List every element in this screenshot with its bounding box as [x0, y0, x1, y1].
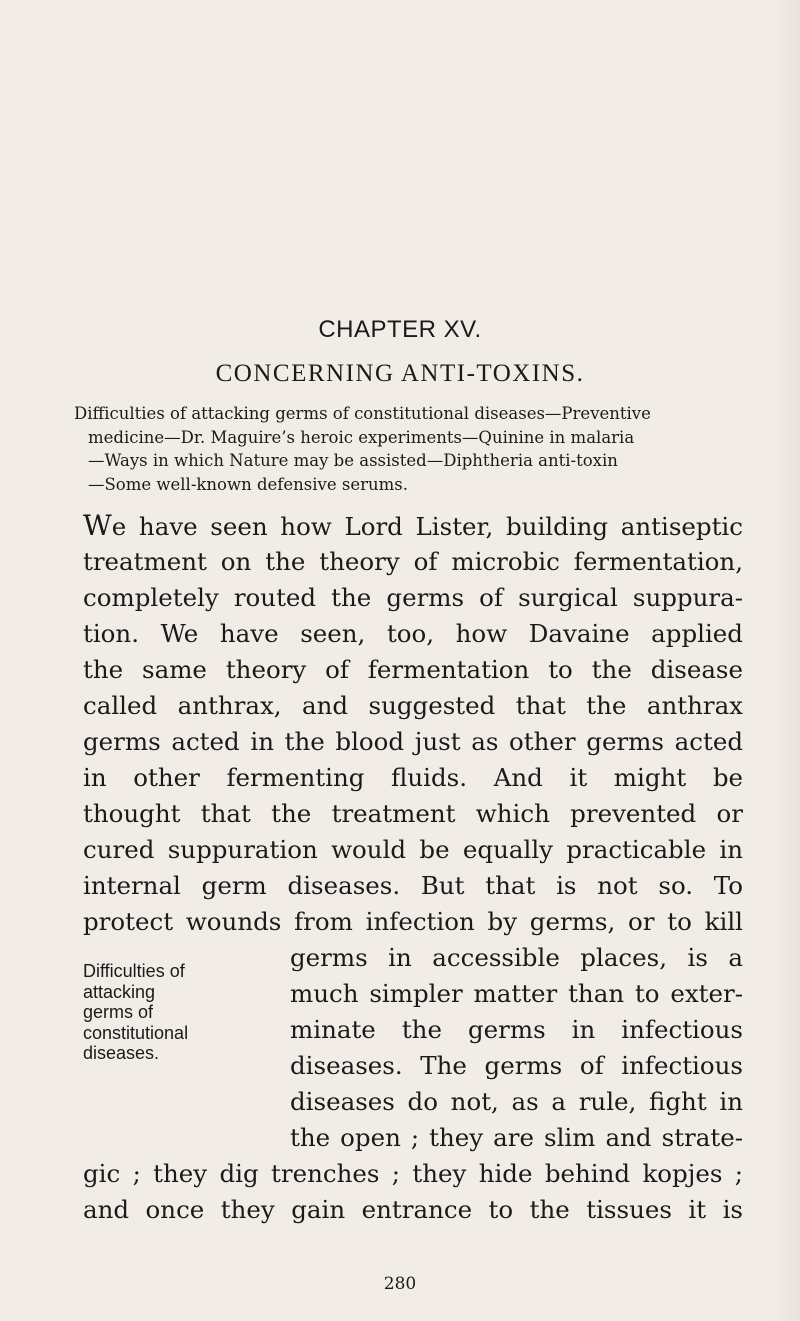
margin-note-line: attacking: [83, 981, 156, 1002]
body-line: thought that the treatment which prevented or: [83, 799, 743, 828]
body-line: tion. We have seen, too, how Davaine applied: [83, 619, 743, 648]
body-line: called anthrax, and suggested that the anthrax: [83, 691, 743, 720]
body-line: diseases. The germs of infectious: [290, 1051, 743, 1080]
margin-note-line: diseases.: [83, 1043, 160, 1063]
summary-line: medicine—Dr. Maguire’s heroic experiments—Quinine in malaria: [88, 427, 635, 447]
summary-line: Difficulties of attacking germs of constitutional diseases—Preventive: [74, 404, 651, 423]
body-line: diseases do not, as a rule, fight in: [290, 1087, 743, 1116]
body-line: completely routed the germs of surgical suppura-: [83, 583, 743, 612]
body-line: minate the germs in infectious: [290, 1015, 743, 1044]
body-line: gic ; they dig trenches ; they hide behind kopjes ;: [83, 1159, 743, 1188]
body-line: cured suppuration would be equally practicable in: [83, 835, 743, 864]
chapter-heading: CHAPTER XV.: [318, 316, 482, 343]
margin-note-line: germs of: [83, 1002, 154, 1022]
summary-line: —Some well-known defensive serums.: [88, 474, 408, 494]
body-line: and once they gain entrance to the tissues it is: [83, 1195, 743, 1224]
body-line: the same theory of fermentation to the disease: [83, 655, 743, 684]
body-line: internal germ diseases. But that is not so. To: [83, 871, 743, 900]
chapter-summary: [74, 402, 742, 496]
body-line: much simpler matter than to exter-: [290, 979, 743, 1008]
body-line: treatment on the theory of microbic fermentation,: [83, 547, 743, 576]
body-line: germs in accessible places, is a: [290, 943, 743, 972]
body-line: in other fermenting fluids. And it might be: [83, 763, 743, 792]
page-number: 280: [383, 1274, 417, 1294]
body-line: the open ; they are slim and strate-: [290, 1123, 743, 1152]
margin-note: [83, 961, 283, 1064]
summary-line: —Ways in which Nature may be assisted—Diphtheria anti-toxin: [88, 451, 618, 470]
body-line: protect wounds from infection by germs, or to kill: [83, 907, 743, 936]
margin-note-line: Difficulties of: [83, 961, 185, 981]
chapter-title: CONCERNING ANTI-TOXINS.: [215, 360, 585, 387]
body-line: germs acted in the blood just as other germs acted: [83, 727, 743, 756]
page-edge-shadow: [770, 0, 800, 1321]
margin-note-line: constitutional: [83, 1022, 189, 1043]
body-line: We have seen how Lord Lister, building antiseptic: [83, 509, 743, 542]
